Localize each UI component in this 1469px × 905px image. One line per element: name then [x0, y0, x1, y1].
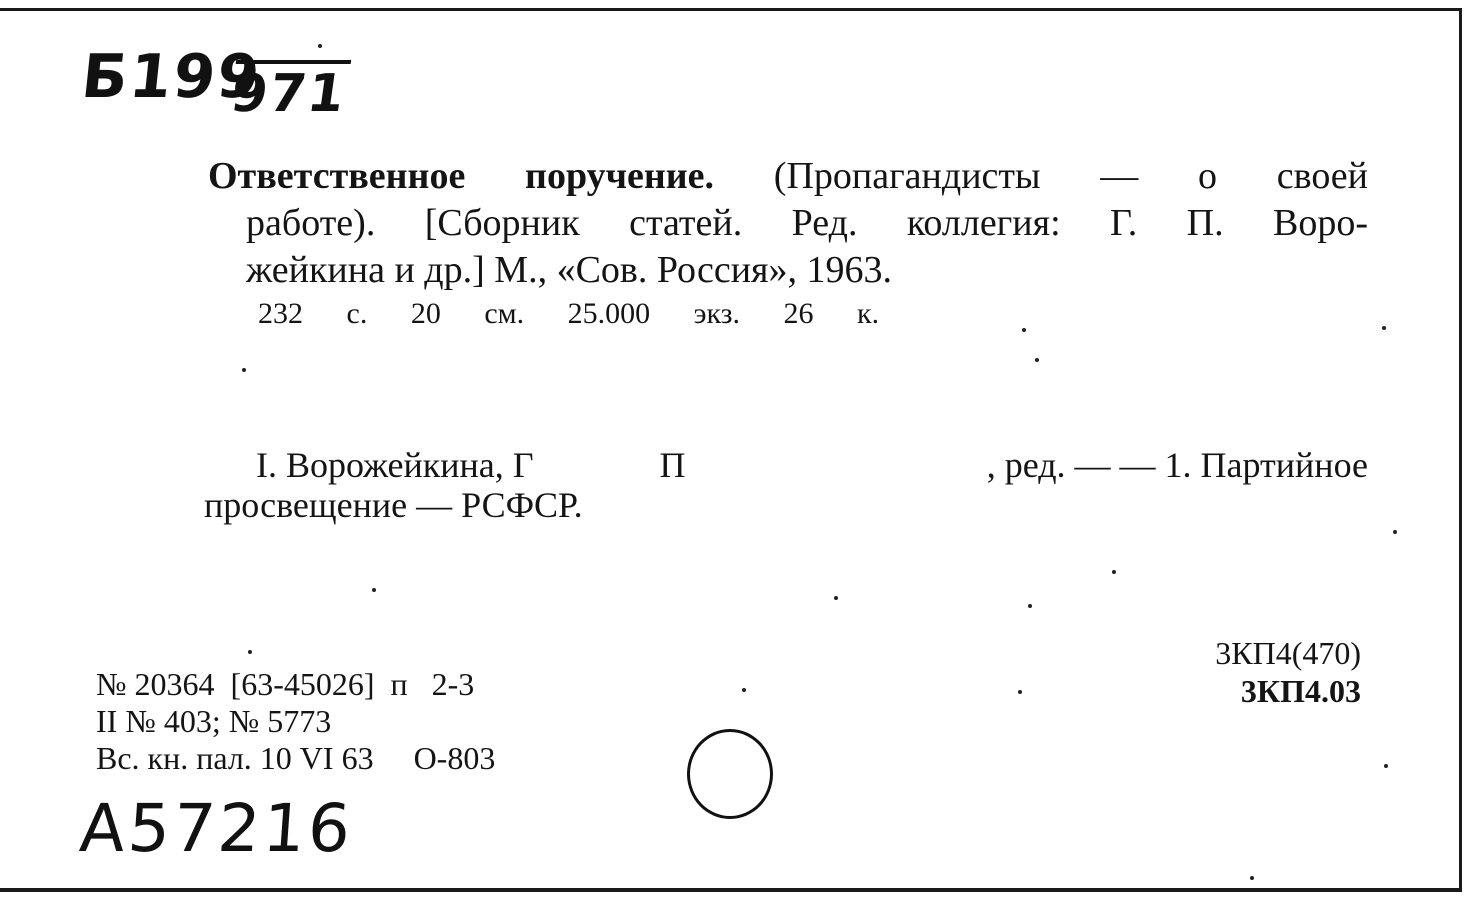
scan-speck — [1028, 604, 1032, 608]
registration-line-3: Вс. кн. пал. 10 VI 63 О-803 — [96, 740, 496, 776]
title-line — [208, 153, 1368, 200]
scan-speck — [242, 368, 246, 372]
tracing-editor: I. Ворожейкина, Г П — [256, 445, 686, 485]
title-continuation: (Пропагандисты — о своей — [773, 155, 1369, 197]
inventory-number-handwritten: А57216 — [77, 790, 356, 867]
punch-hole — [687, 729, 773, 819]
tracing-subject: , ред. — — 1. Партийное — [986, 445, 1368, 485]
scan-speck — [1112, 570, 1116, 574]
scan-speck — [1250, 876, 1254, 880]
scan-speck — [1384, 764, 1388, 768]
collation-line: 232 с. 20 см. 25.000 экз. 26 к. — [258, 297, 880, 330]
scan-speck — [1018, 690, 1022, 694]
registration-block — [96, 666, 495, 777]
scan-speck — [248, 650, 252, 654]
book-title: Ответственное поручение. — [208, 155, 715, 197]
description-line-2: работе). [Сборник статей. Ред. коллегия: Г. П. Воро- — [246, 202, 1368, 244]
classification-codes — [1215, 634, 1361, 710]
scan-speck — [1393, 530, 1397, 534]
registration-line-1: № 20364 [63-45026] п 2-3 — [96, 666, 475, 702]
scan-speck — [834, 596, 838, 600]
call-number-fraction: 971 — [228, 60, 351, 120]
call-number-handwritten: Б199 — [78, 42, 265, 112]
scan-speck — [318, 44, 322, 48]
tracing-line-2: просвещение — РСФСР. — [204, 485, 583, 525]
classification-code-2: 3КП4.03 — [1240, 673, 1361, 709]
tracing-line-1 — [204, 445, 1368, 485]
description-line-3: жейкина и др.] М., «Сов. Россия», 1963. — [246, 249, 893, 291]
classification-code-1: 3КП4(470) — [1215, 635, 1361, 671]
scan-speck — [1382, 326, 1386, 330]
scan-speck — [742, 688, 746, 692]
scan-speck — [372, 588, 376, 592]
scan-speck — [1022, 328, 1026, 332]
scan-speck — [1035, 358, 1039, 362]
tracing-block — [204, 445, 1368, 525]
bibliographic-description — [208, 153, 1368, 334]
registration-line-2: II № 403; № 5773 — [96, 703, 332, 739]
